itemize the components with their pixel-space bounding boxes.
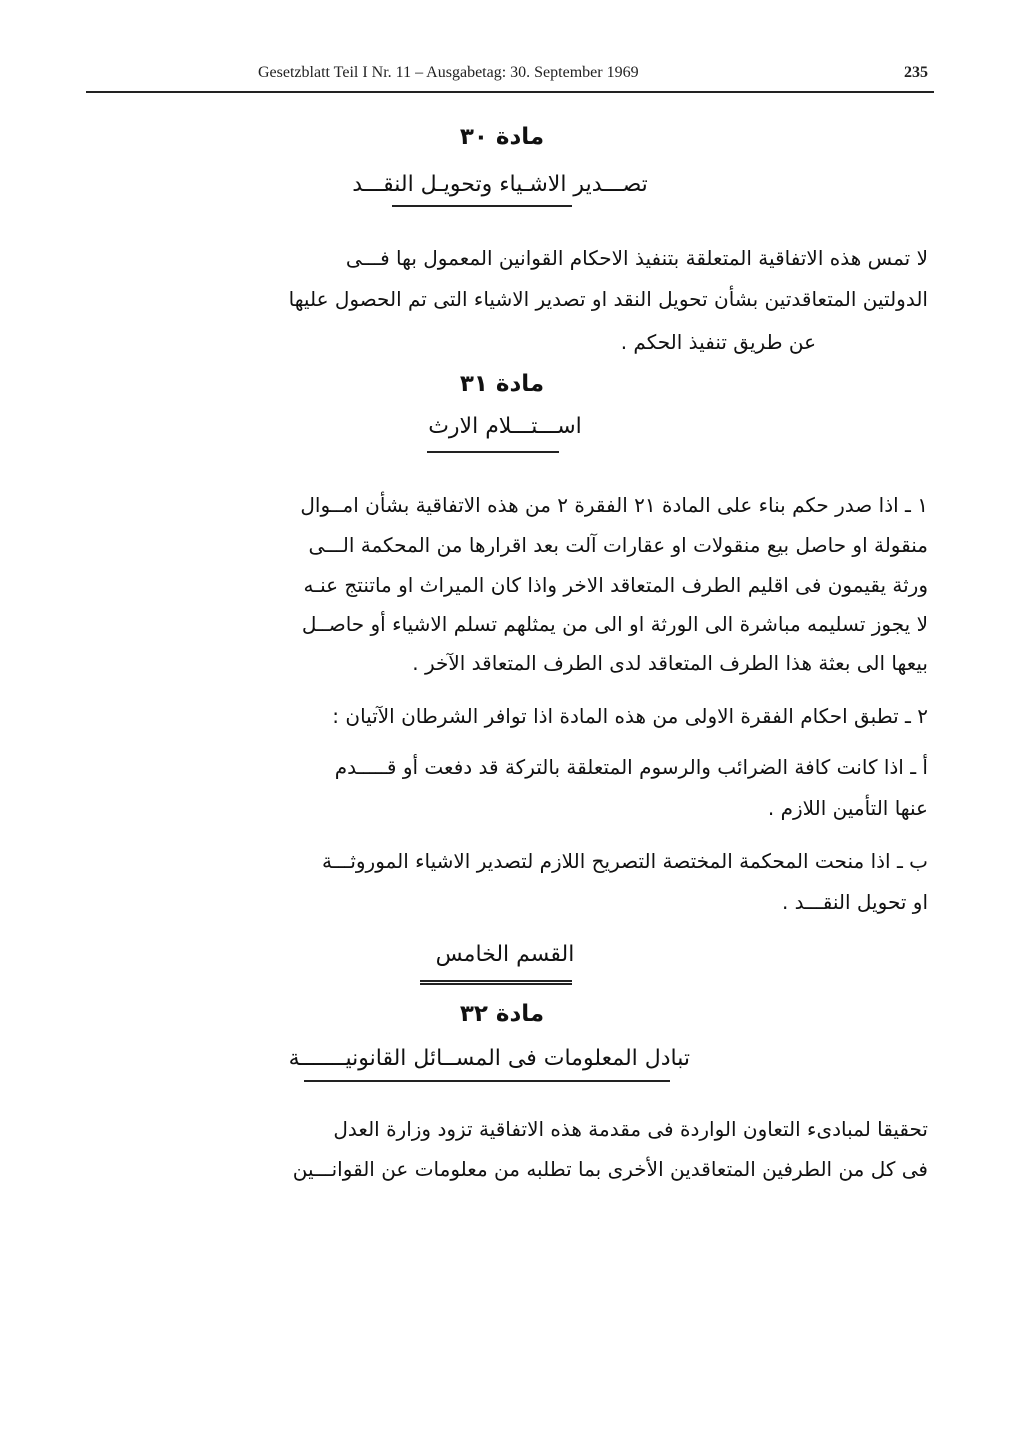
article-31-para1-line-5: بيعها الى بعثة هذا الطرف المتعاقد لدى الطرف المتعاقد الآخر . [412,651,928,675]
article-31-para1-line-4: لا يجوز تسليمه مباشرة الى الورثة او الى من يمثلهم تسلم الاشياء أو حاصــل [301,612,928,636]
article-30-line-1: لا تمس هذه الاتفاقية المتعلقة بتنفيذ الاحكام القوانين المعمول بها فـــى [345,246,928,270]
article-31-item-b-line-2: او تحويل النقـــد . [781,890,928,914]
article-31-item-a-line-1: أ ـ اذا كانت كافة الضرائب والرسوم المتعلقة بالتركة قد دفعت أو قـــــدم [334,755,928,779]
header-rule [86,91,934,93]
article-30-label: مادة ٣٠ [459,124,545,150]
article-32-line-2: فى كل من الطرفين المتعاقدين الأخرى بما تطلبه من معلومات عن القوانـــين [292,1157,928,1181]
article-30-heading: تصـــدير الاشـياء وتحويـل النقـــد [352,172,648,197]
article-31-para2-line: ٢ ـ تطبق احكام الفقرة الاولى من هذه المادة اذا توافر الشرطان الآتيان : [332,704,928,728]
article-31-item-a-line-2: عنها التأمين اللازم . [767,796,928,820]
article-32-label: مادة ٣٢ [459,1001,545,1027]
section-5-title: القسم الخامس [435,942,575,967]
article-32-line-1: تحقيقا لمبادىء التعاون الواردة فى مقدمة هذه الاتفاقية تزود وزارة العدل [333,1117,928,1141]
article-31-label: مادة ٣١ [459,371,545,397]
running-header: Gesetzblatt Teil I Nr. 11 – Ausgabetag: 30. September 1969 [258,64,639,81]
article-31-heading-underline [427,451,559,453]
article-32-heading-underline [304,1080,670,1082]
article-31-para1-line-1: ١ ـ اذا صدر حكم بناء على المادة ٢١ الفقرة ٢ من هذه الاتفاقية بشأن امــوال [300,493,928,517]
article-30-line-3: عن طريق تنفيذ الحكم . [620,330,816,354]
article-30-heading-underline [392,205,572,207]
article-31-item-b-line-1: ب ـ اذا منحت المحكمة المختصة التصريح اللازم لتصدير الاشياء الموروثـــة [322,849,928,873]
article-31-para1-line-2: منقولة او حاصل بيع منقولات او عقارات آلت بعد اقرارها من المحكمة الـــى [308,533,928,557]
article-31-heading: اســـتـــلام الارث [428,414,582,439]
page-number: 235 [904,64,928,81]
article-30-line-2: الدولتين المتعاقدتين بشأن تحويل النقد او تصدير الاشياء التى تم الحصول عليها [288,287,928,311]
section-5-double-underline [420,980,572,985]
article-32-heading: تبادل المعلومات فى المســائل القانونيـــــــة [288,1046,690,1071]
article-31-para1-line-3: ورثة يقيمون فى اقليم الطرف المتعاقد الاخر واذا كان الميراث او ماتنتج عنـه [303,573,928,597]
